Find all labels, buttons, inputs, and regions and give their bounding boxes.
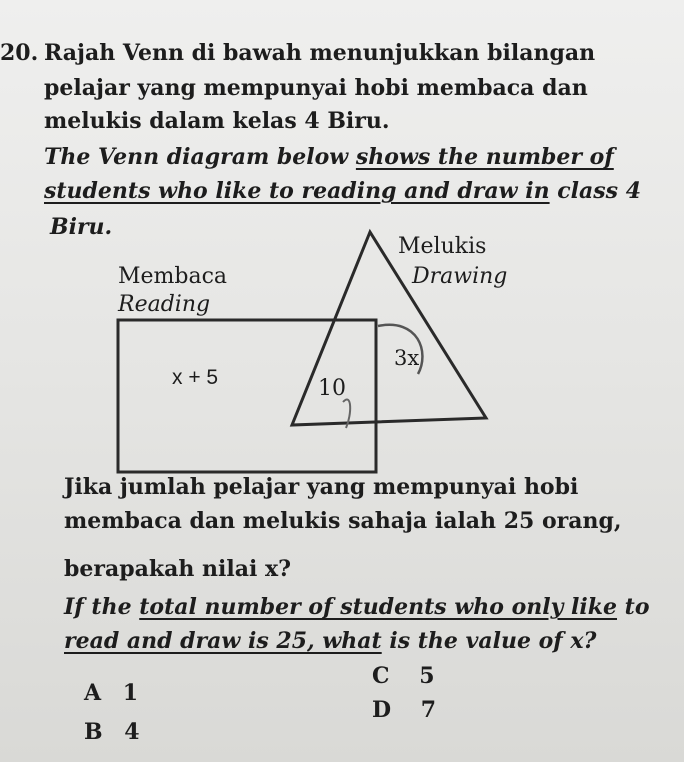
option-b-value: 4: [124, 719, 140, 745]
option-d[interactable]: [372, 699, 436, 721]
question-number: 20.: [0, 40, 39, 66]
option-a-value: 1: [122, 680, 139, 706]
option-a[interactable]: [84, 682, 138, 704]
followup-malay-line-3: berapakah nilai x?: [64, 556, 292, 582]
option-c-value: 5: [419, 663, 435, 689]
question-english-line-1: The Venn diagram below shows the number of: [44, 144, 614, 170]
option-c[interactable]: [372, 665, 435, 687]
set-drawing-label-malay: Melukis: [398, 234, 487, 259]
option-d-value: 7: [420, 697, 437, 723]
question-malay-line-3: melukis dalam kelas 4 Biru.: [44, 108, 390, 134]
question-english-line-2: students who like to reading and draw in class 4: [44, 178, 641, 204]
option-b[interactable]: [84, 721, 140, 743]
followup-english-line-1: If the total number of students who only like to: [64, 594, 650, 620]
region-drawing-only: 3x: [394, 346, 420, 370]
option-a-letter: A: [84, 680, 102, 706]
followup-english-line-2: read and draw is 25, what is the value of x?: [64, 628, 597, 654]
question-malay-line-1: Rajah Venn di bawah menunjukkan bilangan: [44, 40, 596, 66]
followup-malay-line-1: Jika jumlah pelajar yang mempunyai hobi: [64, 474, 579, 500]
option-d-letter: D: [372, 697, 392, 723]
region-reading-only: x + 5: [172, 366, 219, 389]
option-c-letter: C: [372, 663, 390, 689]
option-b-letter: B: [84, 719, 103, 745]
question-english-line-3: Biru.: [50, 214, 113, 240]
question-malay-line-2: pelajar yang mempunyai hobi membaca dan: [44, 75, 588, 101]
set-drawing-label-english: Drawing: [412, 264, 508, 289]
set-reading-label-english: Reading: [118, 292, 211, 317]
region-intersection: 10: [318, 376, 346, 401]
followup-malay-line-2: membaca dan melukis sahaja ialah 25 orang,: [64, 508, 622, 534]
set-reading-label-malay: Membaca: [118, 264, 228, 289]
